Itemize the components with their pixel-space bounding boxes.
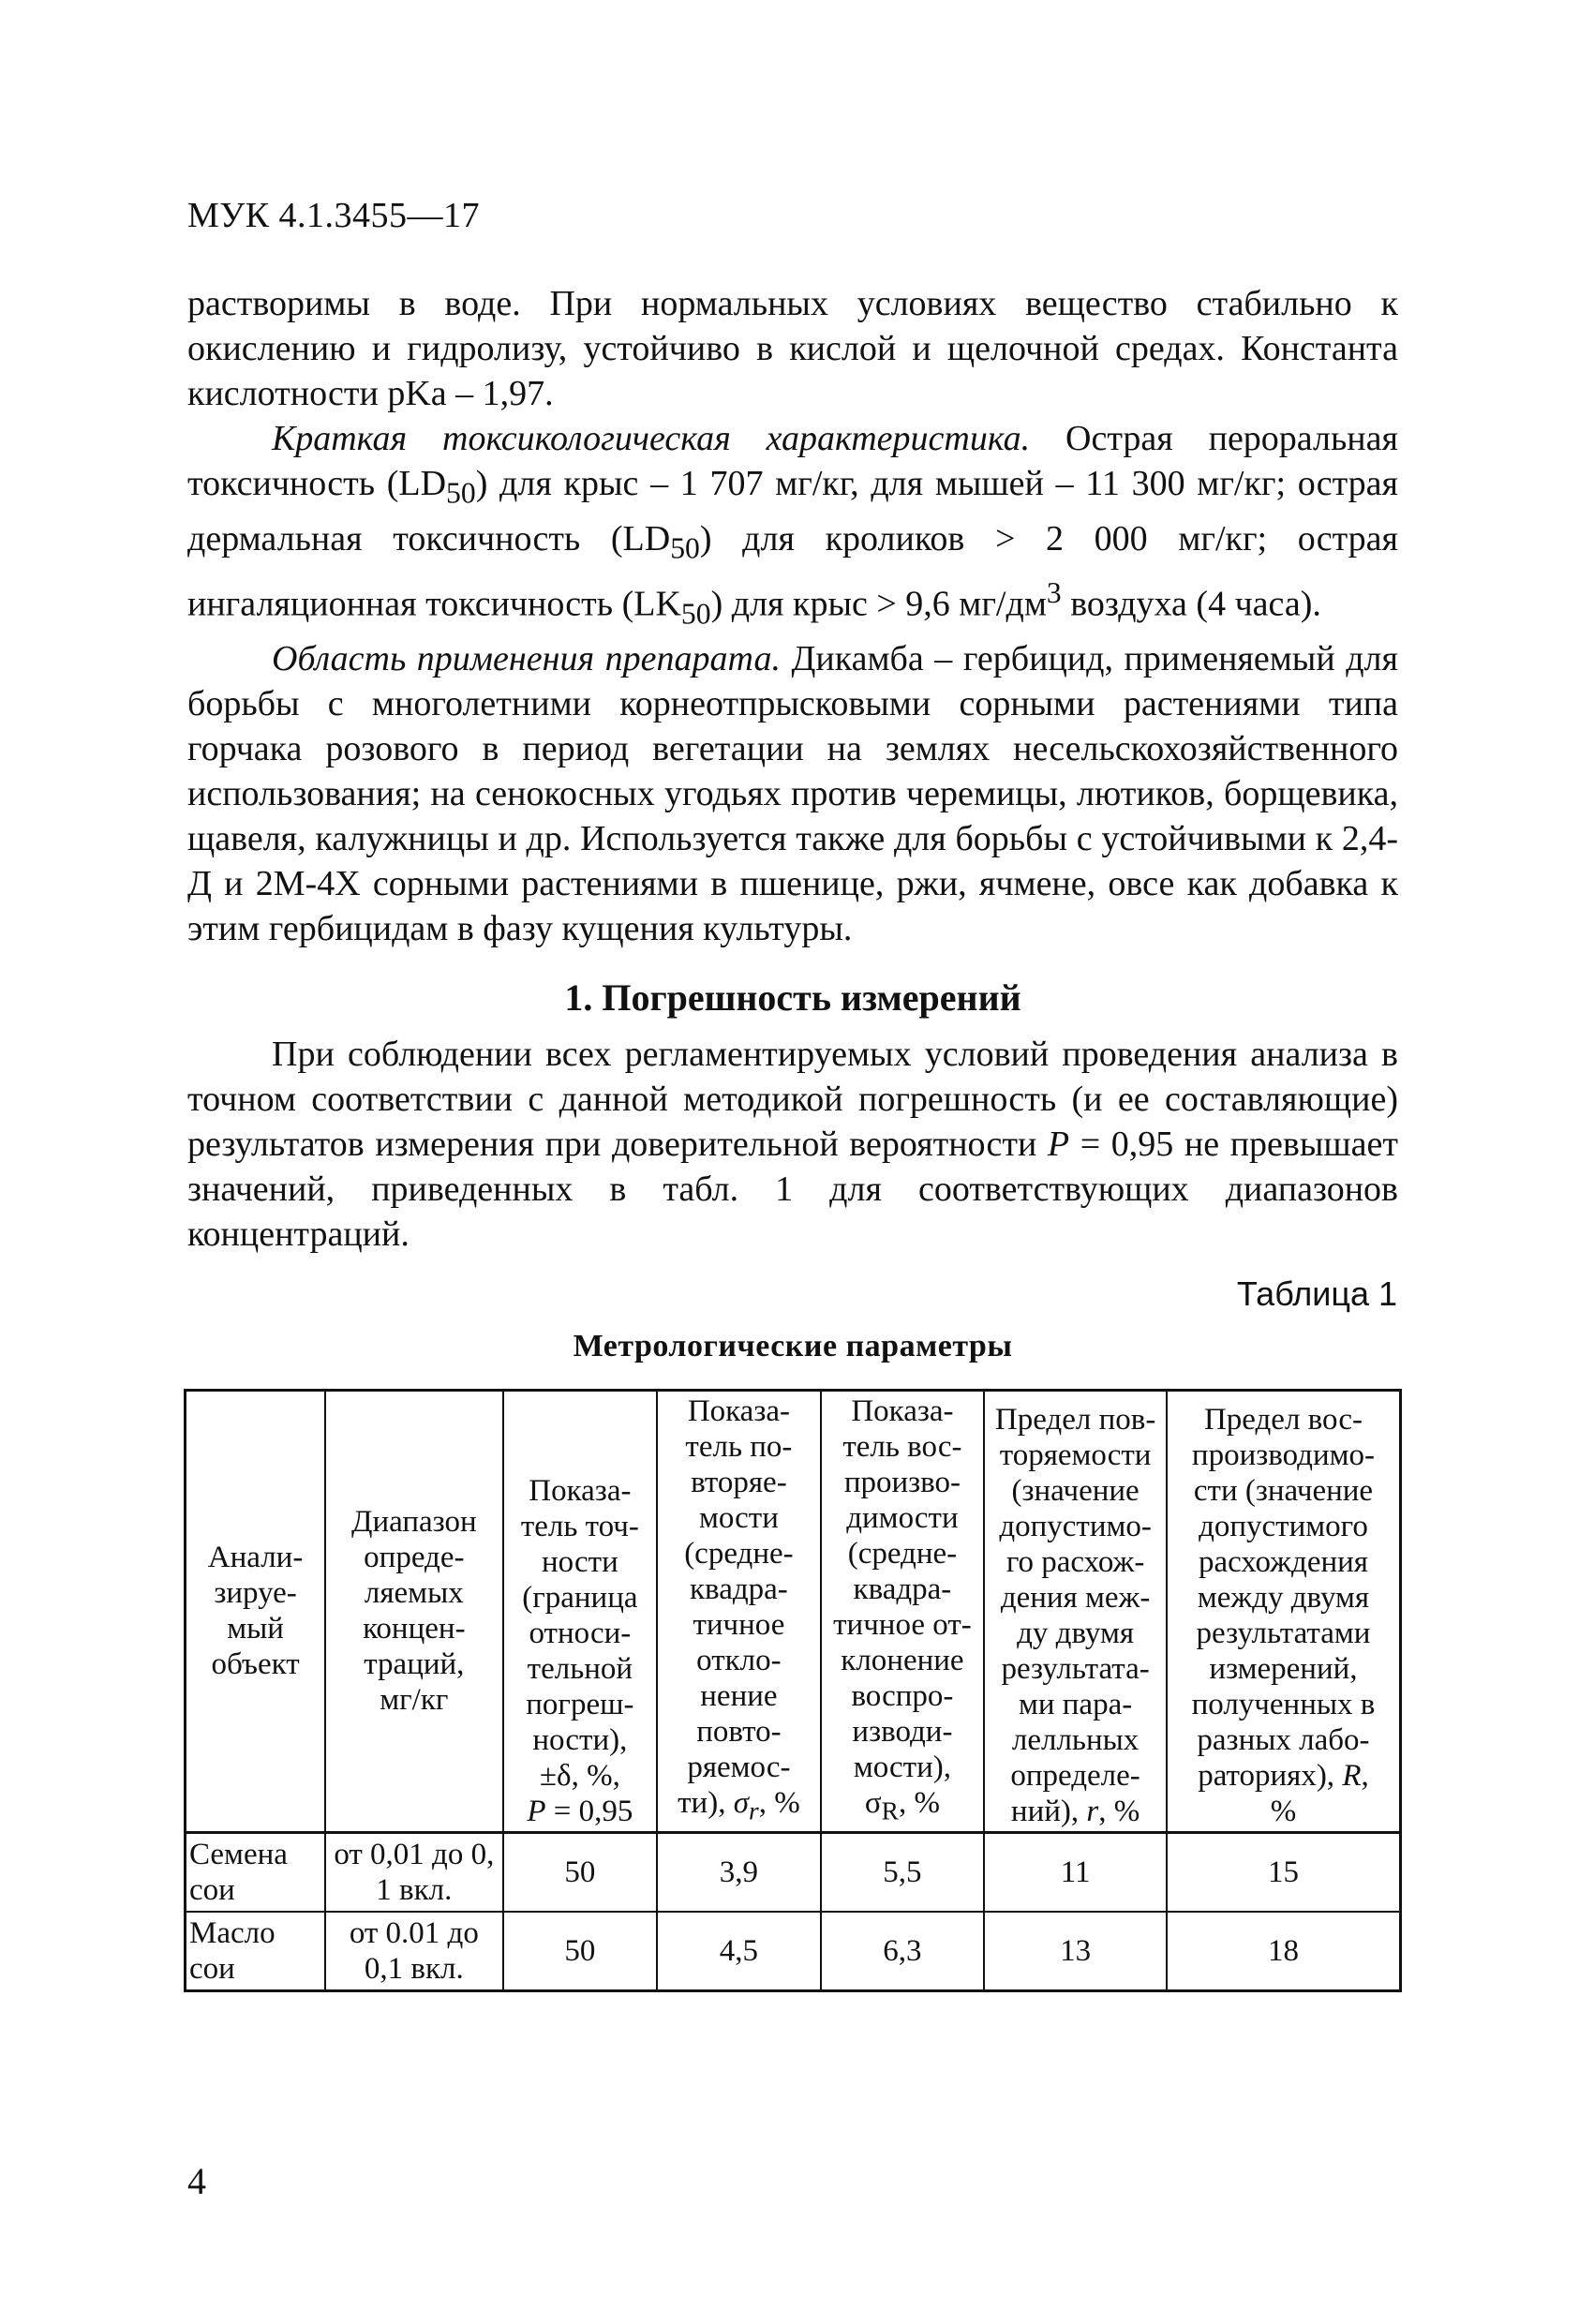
section-title: 1. Погрешность измерений: [564, 976, 1021, 1020]
usage-heading: Область применения препарата.: [272, 639, 781, 679]
header-cell: Показа- тель по- вторяе- мости (средне- квадра- тичное откло- нение повто- ряемос- ти), $\sigma_r$, %: [657, 1391, 820, 1833]
header-cell: Показа- тель вос- произво- димости (средне- квадра- тичное от- клонение воспро- изводи- мости), $\sigma_R$, %: [821, 1391, 985, 1833]
table-cell: Масло сои: [186, 1912, 326, 1991]
table-header-row: [186, 1391, 1401, 1833]
header-cell: Диапазон опреде- ляемых концен- траций, мг/кг: [325, 1391, 502, 1833]
toxicology-paragraph: Краткая токсикологическая характеристика. Острая пероральная токсичность $(LD_{50})$ для крыс – 1 707 мг/кг, для мышей – 11 300 мг/кг; острая дермальная токсичность $(LD_{50})$ для кроликов > 2 000 мг/кг; острая ингаляционная токсичность $(LK_{50})$ для крыс > 9,6 $мг/дм^3$ воздуха (4 часа).: [187, 419, 1398, 631]
body-text: [187, 281, 1398, 1257]
table-title: Метрологические параметры: [573, 1329, 1013, 1363]
intro-paragraph: растворимы в воде. При нормальных условиях вещество стабильно к окислению и гидролизу, устойчиво в кислой и щелочной средах. Константа кислотности pKa – 1,97.: [187, 284, 1398, 413]
table-label: Таблица 1: [1236, 1274, 1397, 1313]
header-cell: Показа- тель точ- ности (граница относи- тельной погреш- ности), ±δ, %, P = 0,95: [503, 1391, 658, 1833]
table-cell: 18: [1167, 1912, 1401, 1991]
metrology-table: [184, 1389, 1402, 1992]
document-header: МУК 4.1.3455—17: [187, 196, 481, 235]
header-cell: Предел пов- торяемости (значение допустимо- го расхож- дения меж- ду двумя результата- ми пара- лелльных определе- ний), r, %: [984, 1391, 1167, 1833]
table-cell: 13: [984, 1912, 1167, 1991]
header-cell: Анали- зируе- мый объект: [186, 1391, 326, 1833]
table-cell: 4,5: [657, 1912, 820, 1991]
table-cell: 50: [503, 1832, 658, 1912]
table-cell: от 0.01 до 0,1 вкл.: [325, 1912, 502, 1991]
table-cell: 50: [503, 1912, 658, 1991]
page-number: 4: [187, 2160, 206, 2202]
table-cell: 11: [984, 1832, 1167, 1912]
table-row: [186, 1912, 1401, 1991]
table-cell: 5,5: [821, 1832, 985, 1912]
toxicology-heading: Краткая токсикологическая характеристика.: [272, 419, 1031, 458]
header-cell: Предел вос- производимо- сти (значение допустимого расхождения между двумя результатами измерений, полученных в разных лабо- раториях), R, %: [1167, 1391, 1401, 1833]
table-row: [186, 1832, 1401, 1912]
table-cell: от 0,01 до 0, 1 вкл.: [325, 1832, 502, 1912]
section-paragraph: При соблюдении всех регламентируемых условий проведения анализа в точном соответствии с данной методикой погрешность (и ее составляющие) результатов измерения при доверительной вероятности P = 0,95 не превышает значений, приведенных в табл. 1 для соответствующих диапазонов концентраций.: [187, 1035, 1398, 1255]
table-cell: 6,3: [821, 1912, 985, 1991]
table-cell: 3,9: [657, 1832, 820, 1912]
usage-paragraph: Область применения препарата. Дикамба – гербицид, применяемый для борьбы с многолетними корнеотпрысковыми сорными растениями типа горчака розового в период вегетации на землях несельскохозяйственного использования; на сенокосных угодьях против черемицы, лютиков, борщевика, щавеля, калужницы и др. Используется также для борьбы с устойчивыми к 2,4-Д и 2М-4Х сорными растениями в пшенице, ржи, ячмене, овсе как добавка к этим гербицидам в фазу кущения культуры.: [187, 639, 1398, 949]
table-cell: 15: [1167, 1832, 1401, 1912]
table-cell: Семена сои: [186, 1832, 326, 1912]
